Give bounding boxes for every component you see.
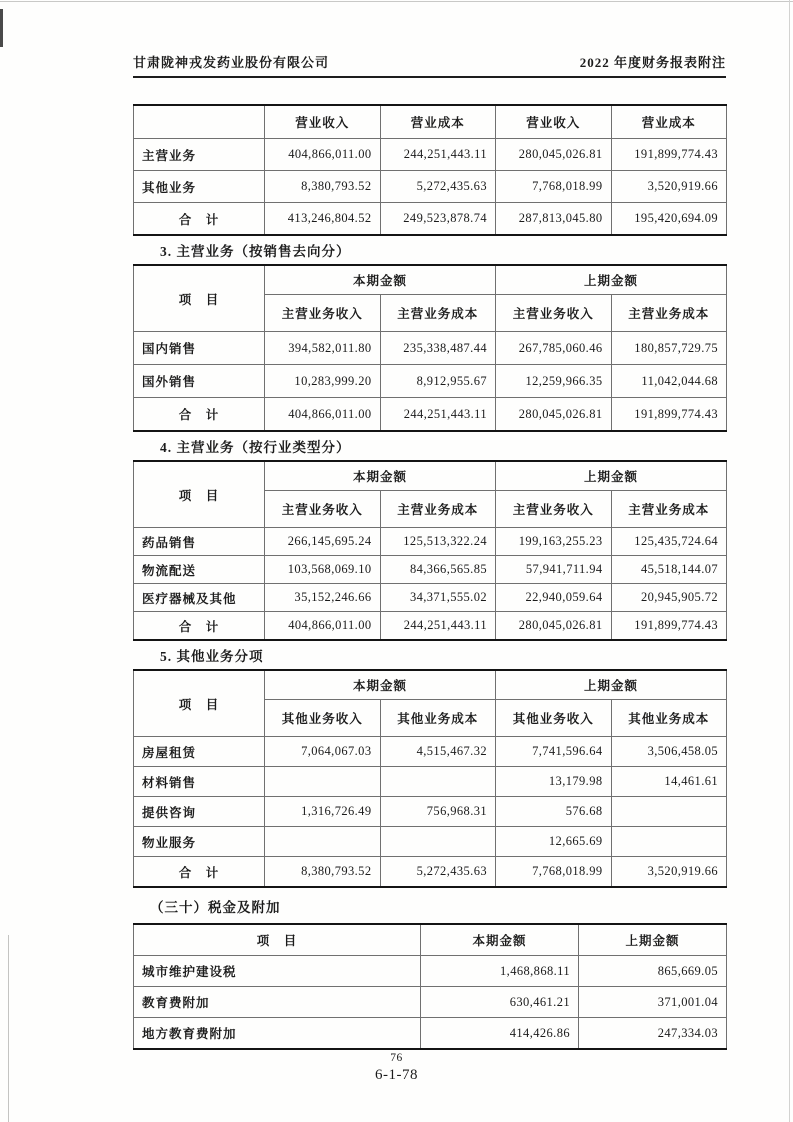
cell-value: 394,582,011.80 (265, 332, 381, 365)
cell-value: 7,064,067.03 (265, 737, 381, 767)
group-header-prior-period: 上期金额 (496, 670, 727, 700)
table-row (134, 987, 727, 1018)
col-header: 营业收入 (496, 105, 612, 139)
cell-value: 404,866,011.00 (265, 612, 381, 641)
cell-value: 7,741,596.64 (496, 737, 612, 767)
page-footer (0, 1052, 793, 1122)
table-row (134, 584, 727, 612)
cell-value: 267,785,060.46 (496, 332, 612, 365)
table-row (134, 956, 727, 987)
cell-value: 10,283,999.20 (265, 365, 381, 398)
sub-header: 主营业务成本 (380, 491, 496, 528)
scan-artifact-corner (0, 9, 3, 47)
table-row (134, 737, 727, 767)
row-label: 合 计 (134, 857, 265, 888)
cell-value: 199,163,255.23 (496, 528, 612, 556)
page-number: 76 (390, 1052, 403, 1064)
group-header-row (134, 670, 727, 700)
item-column-header: 项 目 (134, 670, 265, 737)
col-header: 本期金额 (421, 924, 579, 956)
header-rule (133, 76, 726, 78)
cell-value: 45,518,144.07 (611, 556, 727, 584)
cell-value: 244,251,443.11 (380, 139, 496, 171)
table-total-row (134, 203, 727, 236)
cell-value: 103,568,069.10 (265, 556, 381, 584)
cell-value: 413,246,804.52 (265, 203, 381, 236)
section-title-other-business: 5. 其他业务分项 (160, 649, 264, 664)
row-label: 教育费附加 (134, 987, 421, 1018)
cell-value: 4,515,467.32 (380, 737, 496, 767)
col-header: 营业成本 (380, 105, 496, 139)
group-header-current-period: 本期金额 (265, 265, 496, 295)
section-title-main-business-by-destination: 3. 主营业务（按销售去向分） (160, 244, 351, 259)
cell-value: 404,866,011.00 (265, 139, 381, 171)
taxes-and-surcharges-table (133, 923, 727, 1050)
col-header: 项 目 (134, 924, 421, 956)
cell-value: 35,152,246.66 (265, 584, 381, 612)
cell-value: 84,366,565.85 (380, 556, 496, 584)
cell-value (611, 797, 727, 827)
cell-value (611, 827, 727, 857)
cell-value: 1,316,726.49 (265, 797, 381, 827)
cell-value: 266,145,695.24 (265, 528, 381, 556)
sub-header: 其他业务成本 (380, 700, 496, 737)
cell-value (265, 827, 381, 857)
col-header: 营业收入 (265, 105, 381, 139)
group-header-current-period: 本期金额 (265, 670, 496, 700)
row-label: 物流配送 (134, 556, 265, 584)
cell-value: 34,371,555.02 (380, 584, 496, 612)
cell-value: 8,380,793.52 (265, 171, 381, 203)
sub-header: 其他业务收入 (265, 700, 381, 737)
cell-value: 5,272,435.63 (380, 857, 496, 888)
page-code: 6-1-78 (375, 1067, 418, 1083)
cell-value: 180,857,729.75 (611, 332, 727, 365)
doc-title: 2022 年度财务报表附注 (579, 55, 726, 70)
cell-value: 756,968.31 (380, 797, 496, 827)
cell-value: 125,513,322.24 (380, 528, 496, 556)
cell-value: 249,523,878.74 (380, 203, 496, 236)
sub-header: 主营业务成本 (611, 295, 727, 332)
cell-value: 247,334.03 (579, 1018, 727, 1050)
row-label: 国外销售 (134, 365, 265, 398)
cell-value: 191,899,774.43 (611, 398, 727, 432)
row-label: 合 计 (134, 398, 265, 432)
group-header-current-period: 本期金额 (265, 461, 496, 491)
table-header-row (134, 924, 727, 956)
cell-value: 280,045,026.81 (496, 398, 612, 432)
table-row (134, 797, 727, 827)
sub-header: 主营业务收入 (265, 491, 381, 528)
cell-value: 3,520,919.66 (611, 857, 727, 888)
row-label: 材料销售 (134, 767, 265, 797)
cell-value: 8,380,793.52 (265, 857, 381, 888)
table-row (134, 171, 727, 203)
scan-artifact-top-edge (0, 1, 793, 2)
group-header-row (134, 265, 727, 295)
sub-header: 主营业务成本 (611, 491, 727, 528)
cell-value: 195,420,694.09 (611, 203, 727, 236)
sub-header: 其他业务收入 (496, 700, 612, 737)
cell-value: 3,520,919.66 (611, 171, 727, 203)
table-row (134, 1018, 727, 1050)
blank-header-cell (134, 105, 265, 139)
row-label: 物业服务 (134, 827, 265, 857)
cell-value: 3,506,458.05 (611, 737, 727, 767)
main-business-by-destination-table (133, 264, 727, 432)
cell-value: 125,435,724.64 (611, 528, 727, 556)
table-row (134, 528, 727, 556)
row-label: 提供咨询 (134, 797, 265, 827)
cell-value: 11,042,044.68 (611, 365, 727, 398)
cell-value: 12,665.69 (496, 827, 612, 857)
cell-value: 8,912,955.67 (380, 365, 496, 398)
cell-value: 280,045,026.81 (496, 139, 612, 171)
cell-value (380, 767, 496, 797)
page-header (133, 52, 726, 71)
cell-value: 191,899,774.43 (611, 139, 727, 171)
cell-value: 13,179.98 (496, 767, 612, 797)
row-label: 地方教育费附加 (134, 1018, 421, 1050)
table-row (134, 767, 727, 797)
cell-value: 20,945,905.72 (611, 584, 727, 612)
table-total-row (134, 857, 727, 888)
cell-value: 1,468,868.11 (421, 956, 579, 987)
cell-value: 244,251,443.11 (380, 398, 496, 432)
row-label: 主营业务 (134, 139, 265, 171)
cell-value: 7,768,018.99 (496, 171, 612, 203)
cell-value: 7,768,018.99 (496, 857, 612, 888)
cell-value: 371,001.04 (579, 987, 727, 1018)
table-row (134, 365, 727, 398)
item-column-header: 项 目 (134, 461, 265, 528)
table-row (134, 827, 727, 857)
company-name: 甘肃陇神戎发药业股份有限公司 (133, 55, 330, 70)
sub-header: 主营业务收入 (496, 491, 612, 528)
col-header: 上期金额 (579, 924, 727, 956)
row-label: 其他业务 (134, 171, 265, 203)
cell-value: 14,461.61 (611, 767, 727, 797)
row-label: 国内销售 (134, 332, 265, 365)
cell-value: 287,813,045.80 (496, 203, 612, 236)
col-header: 营业成本 (611, 105, 727, 139)
cell-value: 280,045,026.81 (496, 612, 612, 641)
table-total-row (134, 612, 727, 641)
row-label: 药品销售 (134, 528, 265, 556)
sub-header: 主营业务收入 (496, 295, 612, 332)
cell-value: 235,338,487.44 (380, 332, 496, 365)
other-business-table (133, 669, 727, 888)
section-title-main-business-by-industry: 4. 主营业务（按行业类型分） (160, 440, 351, 455)
cell-value: 22,940,059.64 (496, 584, 612, 612)
cell-value: 404,866,011.00 (265, 398, 381, 432)
cell-value: 12,259,966.35 (496, 365, 612, 398)
row-label: 合 计 (134, 612, 265, 641)
sub-header: 主营业务成本 (380, 295, 496, 332)
row-label: 城市维护建设税 (134, 956, 421, 987)
table-row (134, 556, 727, 584)
section-title-taxes-and-surcharges: （三十）税金及附加 (150, 900, 281, 915)
table-row (134, 332, 727, 365)
cell-value: 630,461.21 (421, 987, 579, 1018)
cell-value: 576.68 (496, 797, 612, 827)
cell-value: 865,669.05 (579, 956, 727, 987)
main-business-by-industry-table (133, 460, 727, 641)
table-row (134, 139, 727, 171)
row-label: 医疗器械及其他 (134, 584, 265, 612)
cell-value: 191,899,774.43 (611, 612, 727, 641)
group-header-prior-period: 上期金额 (496, 461, 727, 491)
scan-artifact-right-edge (789, 0, 790, 1122)
row-label: 合 计 (134, 203, 265, 236)
cell-value: 57,941,711.94 (496, 556, 612, 584)
sub-header: 主营业务收入 (265, 295, 381, 332)
row-label: 房屋租赁 (134, 737, 265, 767)
cell-value: 244,251,443.11 (380, 612, 496, 641)
group-header-row (134, 461, 727, 491)
group-header-prior-period: 上期金额 (496, 265, 727, 295)
cell-value (265, 767, 381, 797)
table-header-row (134, 105, 727, 139)
table-total-row (134, 398, 727, 432)
cell-value: 414,426.86 (421, 1018, 579, 1050)
revenue-cost-summary-table (133, 104, 727, 236)
item-column-header: 项 目 (134, 265, 265, 332)
cell-value (380, 827, 496, 857)
sub-header: 其他业务成本 (611, 700, 727, 737)
cell-value: 5,272,435.63 (380, 171, 496, 203)
